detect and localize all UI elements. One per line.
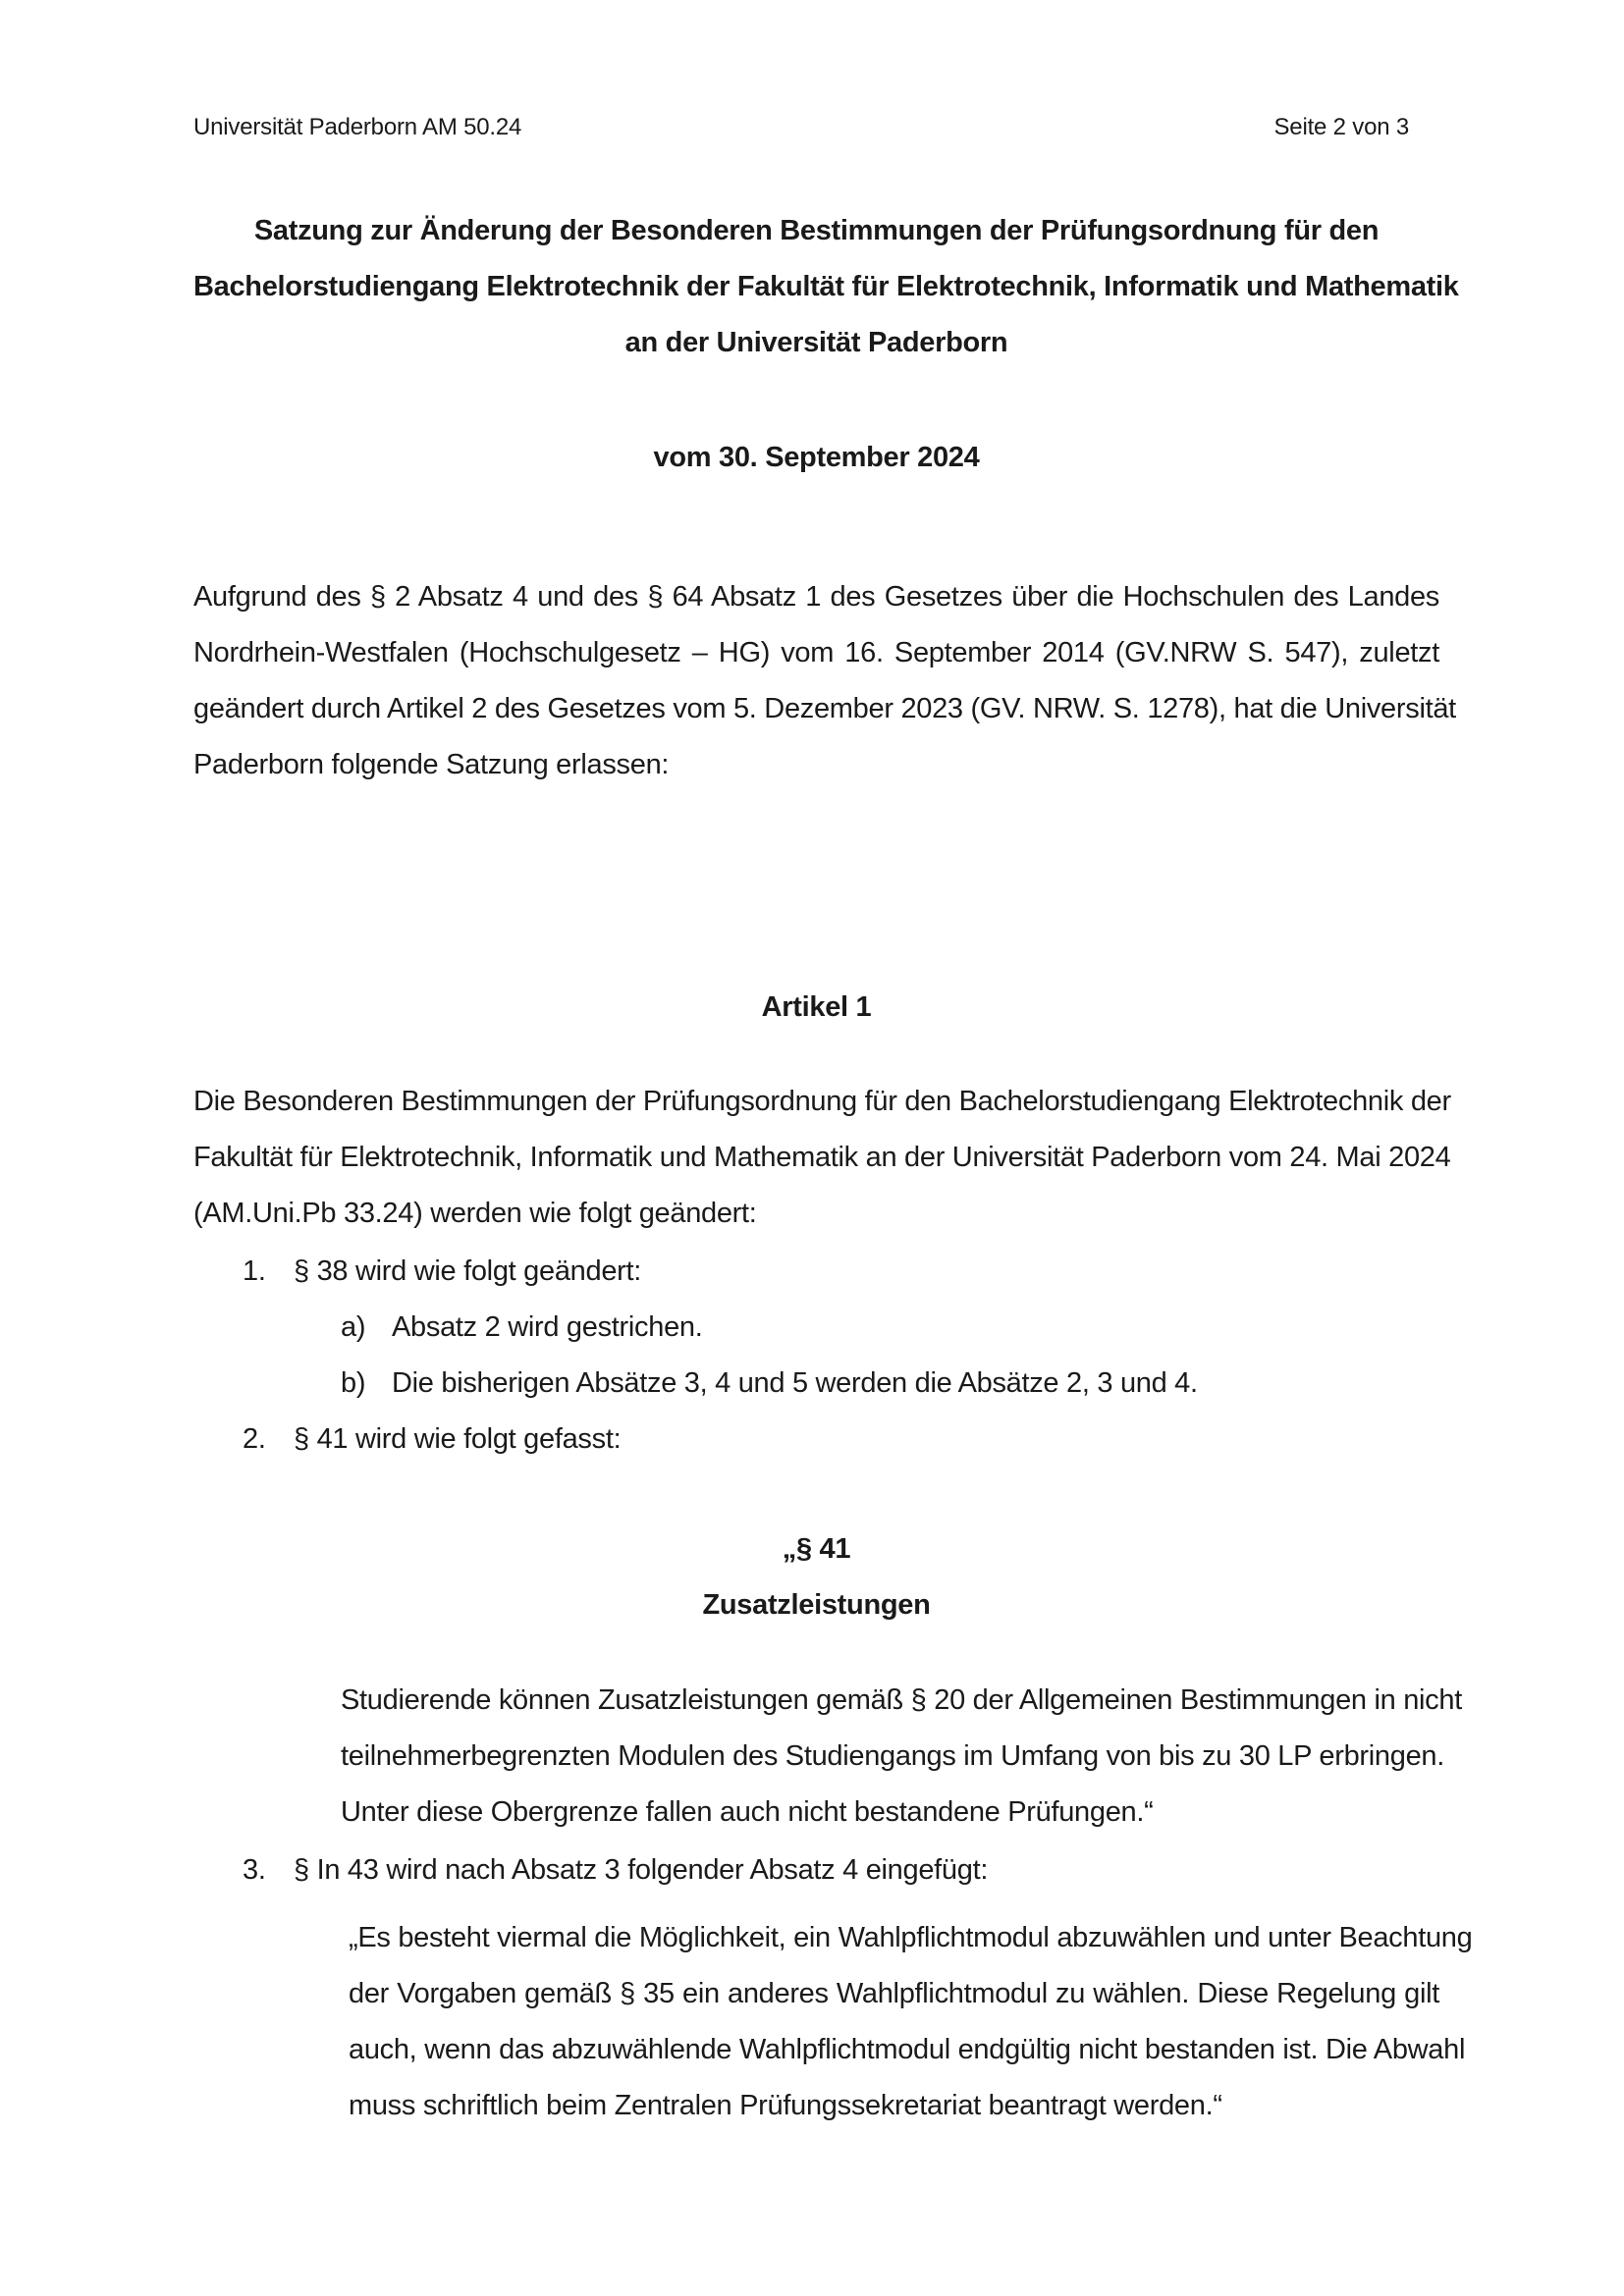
header-publication: Universität Paderborn AM 50.24 bbox=[193, 114, 522, 140]
inserted-paragraph-line: auch, wenn das abzuwählende Wahlpflichtmodul endgültig nicht bestanden ist. Die Abwahl bbox=[349, 2034, 1466, 2065]
preamble-line: geändert durch Artikel 2 des Gesetzes vom 5. Dezember 2023 (GV. NRW. S. 1278), hat die Universität bbox=[193, 693, 1456, 724]
list-item-text: § 41 wird wie folgt gefasst: bbox=[294, 1423, 622, 1455]
list-item bbox=[243, 1255, 641, 1288]
article-intro-line: Fakultät für Elektrotechnik, Informatik und Mathematik an der Universität Paderborn vom 24. Mai 2024 bbox=[193, 1142, 1451, 1173]
inserted-paragraph-line: muss schriftlich beim Zentralen Prüfungssekretariat beantragt werden.“ bbox=[349, 2090, 1222, 2121]
title-line: an der Universität Paderborn bbox=[624, 327, 1008, 358]
document-title bbox=[193, 203, 1459, 371]
list-item bbox=[243, 1854, 988, 1887]
preamble-line: Paderborn folgende Satzung erlassen: bbox=[193, 749, 670, 780]
sub-list-item bbox=[341, 1367, 1198, 1400]
sub-list-item-text: Die bisherigen Absätze 3, 4 und 5 werden die Absätze 2, 3 und 4. bbox=[392, 1367, 1198, 1399]
running-header bbox=[193, 114, 1409, 141]
preamble-paragraph bbox=[193, 569, 1456, 793]
list-item-number: 3. bbox=[243, 1854, 266, 1886]
list-item-text: § 38 wird wie folgt geändert: bbox=[294, 1255, 642, 1287]
list-item bbox=[243, 1423, 621, 1456]
header-page-number: Seite 2 von 3 bbox=[1273, 114, 1409, 140]
article-intro-line: Die Besonderen Bestimmungen der Prüfungsordnung für den Bachelorstudiengang Elektrotechnik der bbox=[193, 1086, 1451, 1117]
title-line: Bachelorstudiengang Elektrotechnik der Fakultät für Elektrotechnik, Informatik und Mathematik bbox=[193, 271, 1459, 302]
list-item-number: 1. bbox=[243, 1255, 266, 1287]
article-heading: Artikel 1 bbox=[761, 991, 872, 1023]
inserted-paragraph bbox=[349, 1910, 1473, 2134]
inserted-paragraph-line: der Vorgaben gemäß § 35 ein anderes Wahlpflichtmodul zu wählen. Diese Regelung gilt bbox=[349, 1978, 1439, 2009]
section-body-line: Studierende können Zusatzleistungen gemäß § 20 der Allgemeinen Bestimmungen in nicht bbox=[341, 1684, 1462, 1716]
article-intro bbox=[193, 1074, 1451, 1242]
sub-list-item-text: Absatz 2 wird gestrichen. bbox=[392, 1311, 703, 1343]
section-number: „§ 41 bbox=[782, 1533, 851, 1565]
document-date: vom 30. September 2024 bbox=[653, 442, 980, 473]
list-item-number: 2. bbox=[243, 1423, 266, 1455]
sub-list-item-letter: a) bbox=[341, 1311, 366, 1343]
sub-list-item-letter: b) bbox=[341, 1367, 366, 1399]
section-body-line: teilnehmerbegrenzten Modulen des Studiengangs im Umfang von bis zu 30 LP erbringen. bbox=[341, 1740, 1444, 1772]
preamble-line: Nordrhein-Westfalen (Hochschulgesetz – HG) vom 16. September 2014 (GV.NRW S. 547), zuletzt bbox=[193, 637, 1439, 668]
title-line: Satzung zur Änderung der Besonderen Bestimmungen der Prüfungsordnung für den bbox=[253, 215, 1380, 246]
sub-list-item bbox=[341, 1311, 703, 1344]
section-body-line: Unter diese Obergrenze fallen auch nicht bestandene Prüfungen.“ bbox=[341, 1796, 1154, 1828]
article-intro-line: (AM.Uni.Pb 33.24) werden wie folgt geändert: bbox=[193, 1198, 757, 1229]
section-body bbox=[341, 1673, 1462, 1841]
section-title: Zusatzleistungen bbox=[702, 1589, 931, 1621]
preamble-line: Aufgrund des § 2 Absatz 4 und des § 64 Absatz 1 des Gesetzes über die Hochschulen des Landes bbox=[193, 581, 1439, 613]
inserted-paragraph-line: „Es besteht viermal die Möglichkeit, ein Wahlpflichtmodul abzuwählen und unter Beachtung bbox=[349, 1922, 1473, 1953]
list-item-text: § In 43 wird nach Absatz 3 folgender Absatz 4 eingefügt: bbox=[294, 1854, 989, 1886]
